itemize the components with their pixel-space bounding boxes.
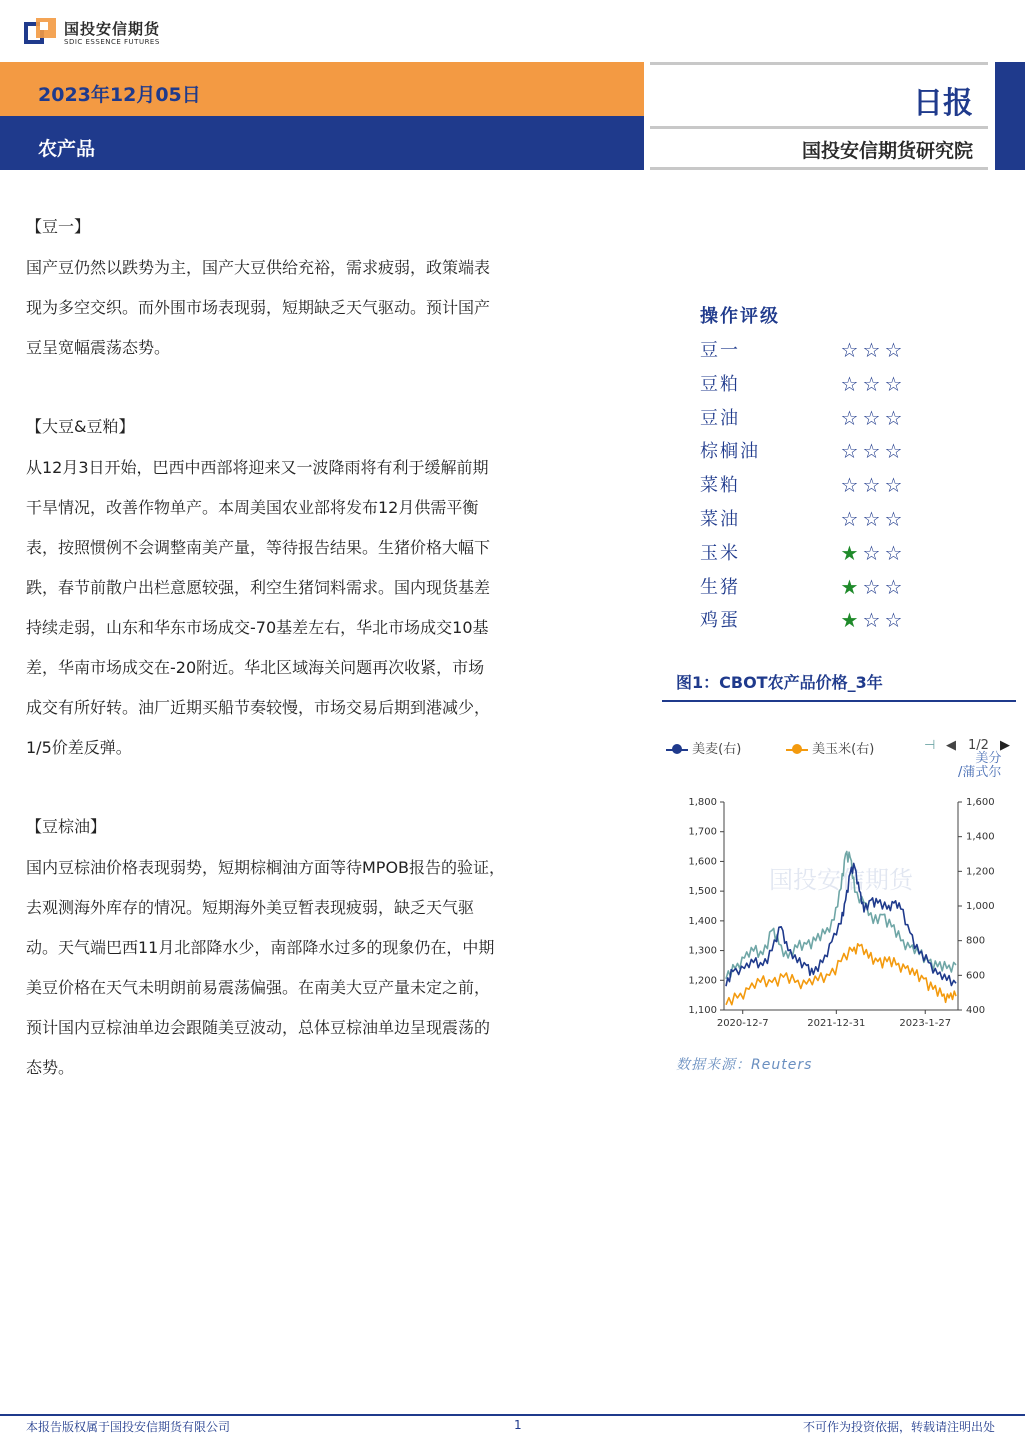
star-empty-icon: ☆ (840, 371, 858, 396)
star-empty-icon: ☆ (884, 608, 902, 633)
footer-rule (0, 1414, 1025, 1416)
y-left-tick-label: 1,100 (688, 1005, 717, 1016)
paragraph-line: 动。天气端巴西11月北部降水少，南部降水过多的现象仍在，中期 (26, 938, 495, 957)
paragraph-line: 去观测海外库存的情况。短期海外美豆暂表现疲弱，缺乏天气驱 (26, 898, 475, 917)
rating-product-name: 鸡蛋 (700, 610, 740, 632)
paragraph-line: 从12月3日开始，巴西中西部将迎来又一波降雨将有利于缓解前期 (26, 458, 489, 477)
star-empty-icon: ☆ (862, 338, 880, 362)
star-empty-icon: ☆ (884, 473, 902, 498)
category-banner (0, 116, 644, 170)
star-empty-icon: ☆ (862, 473, 880, 498)
rating-row (700, 404, 920, 438)
section-paragraph (26, 848, 611, 1088)
star-empty-icon: ☆ (840, 338, 858, 362)
star-empty-icon: ☆ (884, 574, 902, 599)
paragraph-line: 现为多空交织。而外围市场表现弱，短期缺乏天气驱动。预计国产 (26, 298, 491, 317)
section-title: 【大豆&豆粕】 (26, 417, 135, 436)
legend-item-corn[interactable] (786, 738, 874, 757)
institute-name: 国投安信期货研究院 (801, 140, 973, 162)
rating-row (700, 606, 920, 640)
paragraph-line: 成交有所好转。油厂近期买船节奏较慢，市场交易后期到港减少， (26, 698, 491, 717)
paragraph-line: 豆呈宽幅震荡态势。 (26, 338, 171, 357)
y-right-tick-label: 600 (966, 970, 986, 982)
star-empty-icon: ☆ (884, 405, 902, 430)
star-empty-icon: ☆ (884, 371, 902, 396)
x-tick-label: 2020-12-7 (716, 1018, 769, 1029)
star-empty-icon: ☆ (840, 439, 858, 464)
legend-corn-label: 美玉米(右) (812, 742, 875, 757)
rating-stars (838, 473, 904, 497)
rating-row (700, 573, 920, 607)
legend-pager: 1/2 (968, 738, 989, 753)
y-left-tick-label: 1,200 (688, 975, 717, 987)
company-logo-icon (24, 18, 58, 48)
star-empty-icon: ☆ (862, 439, 880, 464)
rating-row (700, 336, 920, 370)
y-right-tick-label: 1,600 (966, 797, 995, 808)
paragraph-line: 预计国内豆棕油单边会跟随美豆波动，总体豆棕油单边呈现震荡的 (26, 1018, 491, 1037)
y-left-tick-label: 1,600 (688, 856, 717, 868)
star-empty-icon: ☆ (862, 405, 880, 430)
section-paragraph (26, 248, 611, 368)
rating-product-name: 棕榈油 (700, 441, 760, 463)
data-source: 数据来源：Reuters (676, 1057, 813, 1073)
page-number: 1 (514, 1418, 522, 1432)
rating-stars (838, 338, 904, 362)
star-empty-icon: ☆ (884, 507, 902, 531)
star-empty-icon: ☆ (840, 507, 858, 531)
rating-stars (838, 507, 904, 531)
star-empty-icon: ☆ (840, 473, 858, 498)
x-tick-label: 2023-1-27 (899, 1018, 952, 1029)
paragraph-line: 跌，春节前散户出栏意愿较强，利空生猪饲料需求。国内现货基差 (26, 578, 491, 597)
figure-title: 图1：CBOT农产品价格_3年 (676, 673, 883, 692)
star-empty-icon: ☆ (884, 338, 902, 362)
legend-item-truncated: ⊣ (924, 738, 936, 753)
star-empty-icon: ☆ (862, 371, 880, 396)
y-left-tick-label: 1,300 (688, 945, 717, 957)
star-empty-icon: ☆ (862, 608, 880, 633)
logo-company-english-name: SDIC ESSENCE FUTURES (64, 38, 160, 46)
rating-product-name: 玉米 (700, 542, 740, 564)
legend-wheat-label: 美麦(右) (692, 742, 742, 757)
chart-unit-label (958, 752, 1001, 780)
paragraph-line: 美豆价格在天气未明朗前易震荡偏强。在南美大豆产量未定之前， (26, 978, 491, 997)
rating-stars (838, 406, 904, 430)
price-chart (662, 790, 1016, 1040)
report-type-title: 日报 (913, 86, 973, 121)
paragraph-line: 差，华南市场成交在-20附近。华北区域海关问题再次收紧，市场 (26, 658, 485, 677)
legend-corn-swatch (786, 749, 808, 751)
y-right-tick-label: 1,200 (966, 866, 995, 878)
paragraph-line: 国内豆棕油价格表现弱势，短期棕榈油方面等待MPOB报告的验证， (26, 858, 506, 877)
paragraph-line: 表，按照惯例不会调整南美产量，等待报告结果。生猪价格大幅下 (26, 538, 491, 557)
figure-title-rule (662, 700, 1016, 702)
legend-wheat-swatch (666, 749, 688, 751)
rating-row (700, 539, 920, 573)
chart-unit-line-1: 美分 (975, 751, 1002, 766)
rating-table-title: 操作评级 (700, 306, 780, 327)
star-filled-icon: ★ (840, 574, 858, 599)
footer-copyright: 本报告版权属于国投安信期货有限公司 (26, 1420, 231, 1434)
rating-product-name: 生猪 (700, 576, 740, 598)
y-left-tick-label: 1,800 (688, 797, 717, 808)
paragraph-line: 干旱情况，改善作物单产。本周美国农业部将发布12月供需平衡 (26, 498, 479, 517)
rating-stars (838, 372, 904, 396)
rating-stars (838, 439, 904, 463)
rating-stars (838, 575, 904, 599)
footer-disclaimer: 不可作为投资依据，转载请注明出处 (802, 1420, 995, 1434)
y-left-tick-label: 1,400 (688, 915, 717, 927)
rating-row (700, 437, 920, 471)
chart-unit-line-2: /蒲式尔 (958, 765, 1002, 780)
header-divider-bottom (650, 167, 988, 170)
report-date: 2023年12月05日 (38, 84, 201, 106)
rating-row (700, 505, 920, 539)
logo-company-name: 国投安信期货 (64, 20, 161, 38)
header-divider-top (650, 62, 988, 65)
legend-prev-arrow-icon[interactable]: ◀ (946, 738, 956, 753)
chart-watermark: 国投安信期货 (769, 866, 913, 894)
rating-product-name: 豆油 (700, 407, 740, 429)
y-right-tick-label: 1,400 (966, 831, 995, 843)
star-empty-icon: ☆ (862, 574, 880, 599)
rating-product-name: 豆一 (700, 340, 740, 361)
report-category: 农产品 (38, 138, 96, 160)
star-empty-icon: ☆ (884, 540, 902, 565)
star-filled-icon: ★ (840, 540, 858, 565)
star-empty-icon: ☆ (862, 507, 880, 531)
star-empty-icon: ☆ (884, 439, 902, 464)
rating-product-name: 豆粕 (700, 373, 740, 395)
paragraph-line: 国产豆仍然以跌势为主，国产大豆供给充裕，需求疲弱，政策端表 (26, 258, 491, 277)
y-right-tick-label: 400 (966, 1005, 986, 1016)
rating-product-name: 菜油 (700, 509, 740, 530)
header-right-accent (995, 62, 1025, 170)
star-empty-icon: ☆ (862, 540, 880, 565)
section-paragraph (26, 448, 611, 768)
header-divider-middle (650, 126, 988, 129)
paragraph-line: 态势。 (26, 1058, 75, 1077)
rating-stars (838, 608, 904, 632)
star-empty-icon: ☆ (840, 405, 858, 430)
x-tick-label: 2021-12-31 (807, 1018, 866, 1029)
y-right-tick-label: 800 (966, 935, 986, 947)
y-left-tick-label: 1,700 (688, 826, 717, 838)
paragraph-line: 持续走弱，山东和华东市场成交-70基差左右，华北市场成交10基 (26, 618, 489, 637)
section-title: 【豆一】 (26, 217, 91, 236)
star-filled-icon: ★ (840, 608, 858, 633)
rating-stars (838, 541, 904, 565)
paragraph-line: 1/5价差反弹。 (26, 738, 132, 757)
y-right-tick-label: 1,000 (966, 901, 995, 912)
rating-row (700, 471, 920, 505)
rating-product-name: 菜粕 (700, 475, 740, 497)
section-title: 【豆棕油】 (26, 817, 107, 836)
legend-item-wheat[interactable] (666, 738, 741, 757)
rating-row (700, 370, 920, 404)
y-left-tick-label: 1,500 (688, 886, 717, 898)
legend-next-arrow-icon[interactable]: ▶ (1000, 738, 1010, 753)
